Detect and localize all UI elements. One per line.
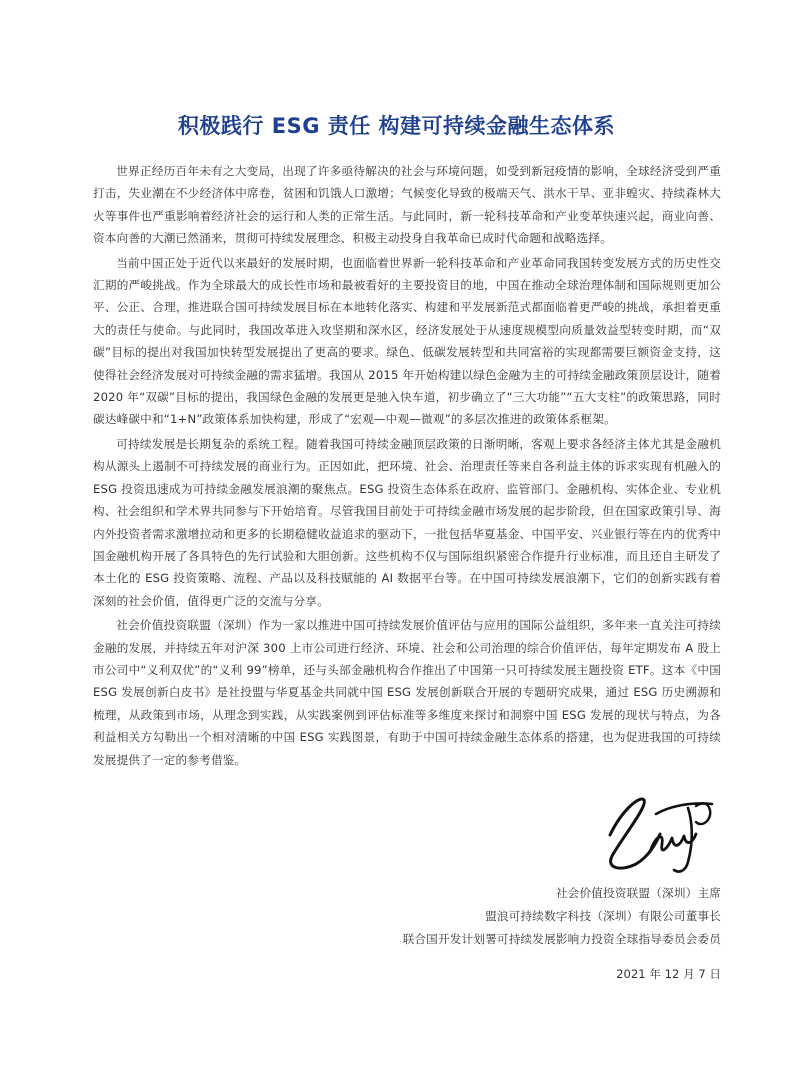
handwritten-signature xyxy=(600,790,720,878)
article-body xyxy=(93,160,721,773)
document-date: 2021 年 12 月 7 日 xyxy=(616,967,721,981)
signatory-role: 联合国开发计划署可持续发展影响力投资全球指导委员会委员 xyxy=(402,932,721,946)
paragraph: 世界正经历百年未有之大变局，出现了许多亟待解决的社会与环境问题，如受到新冠疫情的影响，全球经济受到严重打击，失业潮在不少经济体中席卷，贫困和饥饿人口激增；气候变化导致的极端天气、洪水干旱、亚非蝗灾、持续森林大火等事件也严重影响着经济社会的运行和人类的正常生活。与此同时，新一轮科技革命和产业变革快速兴起，商业向善、资本向善的大潮已然涌来，贯彻可持续发展理念、积极主动投身自我革命已成时代命题和战略选择。 xyxy=(93,164,721,246)
paragraph: 当前中国正处于近代以来最好的发展时期，也面临着世界新一轮科技革命和产业革命同我国转变发展方式的历史性交汇期的严峻挑战。作为全球最大的成长性市场和最被看好的主要投资目的地，中国在推动全球治理体制和国际规则更加公平、公正、合理，推进联合国可持续发展目标在本地转化落实、构建和平发展新范式都面临着更严峻的挑战，承担着更重大的责任与使命。与此同时，我国改革进入攻坚期和深水区，经济发展处于从速度规模型向质量效益型转变时期，而“双碳”目标的提出对我国加快转型发展提出了更高的要求。绿色、低碳发展转型和共同富裕的实现都需要巨额资金支持，这使得社会经济发展对可持续金融的需求猛增。我国从 2015 年开始构建以绿色金融为主的可持续金融政策顶层设计，随着 2020 年“双碳”目标的提出，我国绿色金融的发展更是驰入快车道，初步确立了“三大功能”“五大支柱”的政策思路，同时碳达峰碳中和“1+N”政策体系加快构建，形成了“宏观—中观—微观”的多层次推进的政策体系框架。 xyxy=(93,255,721,427)
signatory-role: 社会价值投资联盟（深圳）主席 xyxy=(555,886,721,900)
paragraph: 可持续发展是长期复杂的系统工程。随着我国可持续金融顶层政策的日渐明晰，客观上要求各经济主体尤其是金融机构从源头上遏制不可持续发展的商业行为。正因如此，把环境、社会、治理责任等来自各利益主体的诉求实现有机融入的 ESG 投资迅速成为可持续金融发展浪潮的聚焦点。ESG 投资生态体系在政府、监管部门、金融机构、实体企业、专业机构、社会组织和学术界共同参与下开始培育。尽管我国目前处于可持续金融市场发展的起步阶段，但在国家政策引导、海内外投资者需求激增拉动和更多的长期稳健收益追求的驱动下，一批包括华夏基金、中国平安、兴业银行等在内的优秀中国金融机构开展了各具特色的先行试验和大胆创新。这些机构不仅与国际组织紧密合作提升行业标准，而且还自主研发了本土化的 ESG 投资策略、流程、产品以及科技赋能的 AI 数据平台等。在中国可持续发展浪潮下，它们的创新实践有着深刻的社会价值，值得更广泛的交流与分享。 xyxy=(93,436,721,608)
signatory-role: 盟浪可持续数字科技（深圳）有限公司董事长 xyxy=(485,909,721,923)
page-title: 积极践行 ESG 责任 构建可持续金融生态体系 xyxy=(177,114,616,138)
signatory-block xyxy=(403,882,721,951)
paragraph: 社会价值投资联盟（深圳）作为一家以推进中国可持续发展价值评估与应用的国际公益组织，多年来一直关注可持续金融的发展，并持续五年对沪深 300 上市公司进行经济、环境、社会和公司治理的综合价值评估，每年定期发布 A 股上市公司中“义利双优”的“义利 99”榜单，还与头部金融机构合作推出了中国第一只可持续发展主题投资 ETF。这本《中国 ESG 发展创新白皮书》是社投盟与华夏基金共同就中国 ESG 发展创新联合开展的专题研究成果，通过 ESG 历史溯源和梳理，从政策到市场，从理念到实践，从实践案例到评估标准等多维度来探讨和洞察中国 ESG 发展的现状与特点，为各利益相关方勾勒出一个相对清晰的中国 ESG 实践图景，有助于中国可持续金融生态体系的搭建，也为促进我国的可持续发展提供了一定的参考借鉴。 xyxy=(93,618,721,767)
